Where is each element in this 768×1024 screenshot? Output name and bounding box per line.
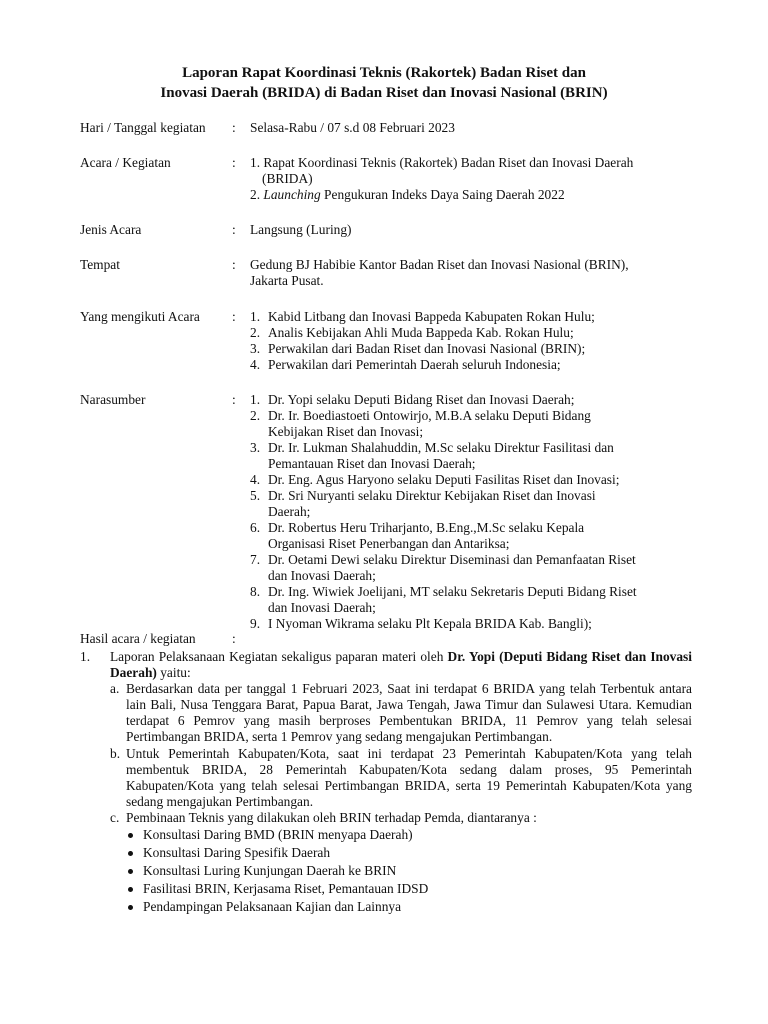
row-jenis <box>80 222 690 238</box>
bullet-icon <box>128 905 133 910</box>
list-item: 8. Dr. Ing. Wiwiek Joelijani, MT selaku Sekretaris Deputi Bidang Riset dan Inovasi Daerah; <box>250 584 637 615</box>
info-table <box>80 120 690 632</box>
list-item: Pendampingan Pelaksanaan Kajian dan Lainnya <box>80 898 692 916</box>
row-peserta <box>80 309 690 373</box>
list-item: 1. Dr. Yopi selaku Deputi Bidang Riset dan Inovasi Daerah; <box>250 392 575 407</box>
acara-item-1: 1. Rapat Koordinasi Teknis (Rakortek) Badan Riset dan Inovasi Daerah (BRIDA) <box>250 155 634 186</box>
acara-list <box>250 155 690 203</box>
list-item: 4. Perwakilan dari Pemerintah Daerah seluruh Indonesia; <box>250 357 561 372</box>
colon: : <box>232 257 236 272</box>
colon: : <box>232 631 236 646</box>
narasumber-list <box>250 392 690 632</box>
colon: : <box>232 120 236 135</box>
list-item: 6. Dr. Robertus Heru Triharjanto, B.Eng.,M.Sc selaku Kepala Organisasi Riset Penerbangan dan Antariksa; <box>250 520 585 551</box>
hasil-sub-c: c. Pembinaan Teknis yang dilakukan oleh BRIN terhadap Pemda, diantaranya : <box>110 810 537 825</box>
date-label: Hari / Tanggal kegiatan <box>80 120 206 135</box>
colon: : <box>232 155 236 170</box>
row-date <box>80 120 690 136</box>
tempat-value: Gedung BJ Habibie Kantor Badan Riset dan Inovasi Nasional (BRIN), Jakarta Pusat. <box>250 257 629 288</box>
hasil-sub-b: b. Untuk Pemerintah Kabupaten/Kota, saat ini terdapat 23 Pemerintah Kabupaten/Kota yang telah membentuk BRIDA, 28 Pemerintah Kabupaten/Kota sedang dalam proses, 95 Pemerintah Kabupaten/Kota yang telah selesai Pertimbangan BRIDA, serta 19 Pemerintah Kabupaten/Kota yang sedang mengajukan Pertimbangan. <box>110 746 692 809</box>
hasil-section <box>80 631 692 916</box>
narasumber-label: Narasumber <box>80 392 146 407</box>
list-item: 1. Kabid Litbang dan Inovasi Bappeda Kabupaten Rokan Hulu; <box>250 309 595 324</box>
colon: : <box>232 222 236 237</box>
peserta-list <box>250 309 690 373</box>
colon: : <box>232 392 236 407</box>
tempat-label: Tempat <box>80 257 120 272</box>
list-item: Konsultasi Daring BMD (BRIN menyapa Daerah) <box>80 826 692 844</box>
list-item: 4. Dr. Eng. Agus Haryono selaku Deputi Fasilitas Riset dan Inovasi; <box>250 472 620 487</box>
jenis-label: Jenis Acara <box>80 222 142 237</box>
bullet-icon <box>128 869 133 874</box>
pembinaan-bullets <box>80 826 692 916</box>
jenis-value: Langsung (Luring) <box>250 222 352 237</box>
bullet-icon <box>128 887 133 892</box>
list-item: Fasilitasi BRIN, Kerjasama Riset, Pemantauan IDSD <box>80 880 692 898</box>
title-line-1: Laporan Rapat Koordinasi Teknis (Rakortek) Badan Riset dan <box>182 65 586 81</box>
bullet-icon <box>128 851 133 856</box>
list-item: Konsultasi Daring Spesifik Daerah <box>80 844 692 862</box>
hasil-label: Hasil acara / kegiatan <box>80 631 196 646</box>
list-item: 3. Perwakilan dari Badan Riset dan Inovasi Nasional (BRIN); <box>250 341 586 356</box>
list-item: 5. Dr. Sri Nuryanti selaku Direktur Kebijakan Riset dan Inovasi Daerah; <box>250 488 596 519</box>
report-title <box>0 63 768 103</box>
date-value: Selasa-Rabu / 07 s.d 08 Februari 2023 <box>250 120 455 135</box>
peserta-label: Yang mengikuti Acara <box>80 309 200 324</box>
hasil-item-1: 1. Laporan Pelaksanaan Kegiatan sekaligus paparan materi oleh Dr. Yopi (Deputi Bidang Riset dan Inovasi Daerah) yaitu: <box>80 649 692 680</box>
list-item: Konsultasi Luring Kunjungan Daerah ke BRIN <box>80 862 692 880</box>
list-item: 9. I Nyoman Wikrama selaku Plt Kepala BRIDA Kab. Bangli); <box>250 616 592 631</box>
row-acara <box>80 155 690 203</box>
list-item: 2. Dr. Ir. Boediastoeti Ontowirjo, M.B.A selaku Deputi Bidang Kebijakan Riset dan Inovasi; <box>250 408 591 439</box>
list-item: 7. Dr. Oetami Dewi selaku Direktur Diseminasi dan Pemanfaatan Riset dan Inovasi Daerah; <box>250 552 636 583</box>
list-item: 3. Dr. Ir. Lukman Shalahuddin, M.Sc selaku Direktur Fasilitasi dan Pemantauan Riset dan Inovasi Daerah; <box>250 440 614 471</box>
acara-item-2: 2. Launching Pengukuran Indeks Daya Saing Daerah 2022 <box>250 187 565 202</box>
row-tempat <box>80 257 690 289</box>
row-narasumber <box>80 392 690 632</box>
hasil-sub-a: a. Berdasarkan data per tanggal 1 Februari 2023, Saat ini terdapat 6 BRIDA yang telah Terbentuk antara lain Bali, Nusa Tenggara Barat, Papua Barat, Jawa Tengah, Jawa Timur dan Sulawesi Utara. Kemudian terdapat 6 Pemrov yang masih berproses Pembentukan BRIDA, 11 Pemrov yang telah selesai Pertimbangan BRIDA, serta 1 Pemrov yang sedang mengajukan Pertimbangan. <box>110 681 692 744</box>
colon: : <box>232 309 236 324</box>
list-item: 2. Analis Kebijakan Ahli Muda Bappeda Kab. Rokan Hulu; <box>250 325 574 340</box>
title-line-2: Inovasi Daerah (BRIDA) di Badan Riset dan Inovasi Nasional (BRIN) <box>160 85 608 101</box>
acara-label: Acara / Kegiatan <box>80 155 171 170</box>
bullet-icon <box>128 833 133 838</box>
hasil-header <box>80 631 692 647</box>
